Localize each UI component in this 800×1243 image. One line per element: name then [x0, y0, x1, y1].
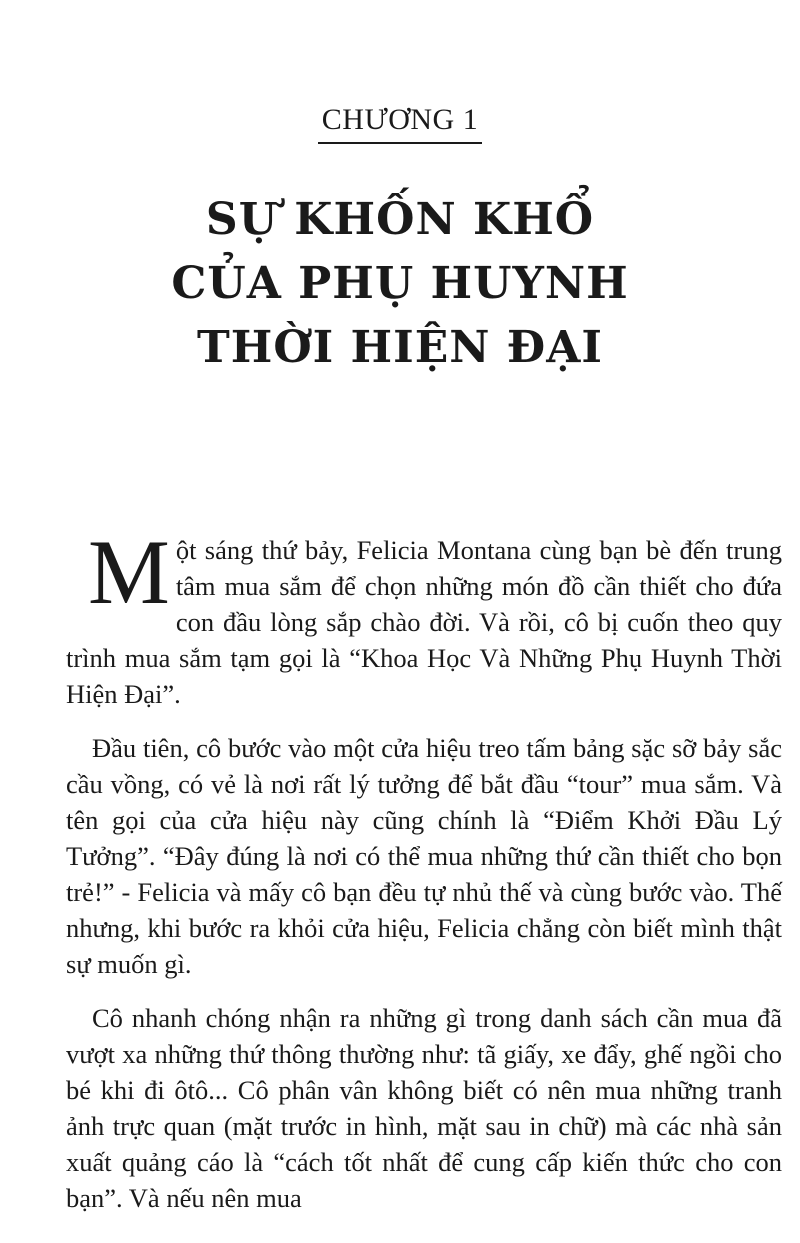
chapter-title — [0, 188, 800, 380]
chapter-label: CHƯƠNG 1 — [318, 104, 482, 144]
paragraph: Đầu tiên, cô bước vào một cửa hiệu treo tấm bảng sặc sỡ bảy sắc cầu vồng, có vẻ là nơi rất lý tưởng để bắt đầu “tour” mua sắm. Và tên gọi của cửa hiệu này cũng chính là “Điểm Khởi Đầu Lý Tưởng”. “Đây đúng là nơi có thể mua những thứ cần thiết cho bọn trẻ!” - Felicia và mấy cô bạn đều tự nhủ thế và cùng bước vào. Thế nhưng, khi bước ra khỏi cửa hiệu, Felicia chẳng còn biết mình thật sự muốn gì. — [66, 733, 782, 979]
body-text — [66, 521, 782, 1234]
chapter-title-line: CỦA PHỤ HUYNH — [171, 258, 629, 309]
drop-cap: M — [88, 521, 170, 623]
paragraph — [66, 521, 782, 712]
chapter-title-line: SỰ KHỐN KHỔ — [205, 194, 595, 245]
paragraph: Cô nhanh chóng nhận ra những gì trong danh sách cần mua đã vượt xa những thứ thông thường như: tã giấy, xe đẩy, ghế ngồi cho bé khi đi ôtô... Cô phân vân không biết có nên mua những tranh ảnh trực quan (mặt trước in hình, mặt sau in chữ) mà các nhà sản xuất quảng cáo là “cách tốt nhất để cung cấp kiến thức cho con bạn”. Và nếu nên mua — [66, 1003, 782, 1213]
chapter-title-line: THỜI HIỆN ĐẠI — [197, 322, 603, 373]
chapter-label-block — [0, 104, 800, 144]
paragraph-text: ột sáng thứ bảy, Felicia Montana cùng bạn bè đến trung tâm mua sắm để chọn những món đồ cần thiết cho đứa con đầu lòng sắp chào đời. Và rồi, cô bị cuốn theo quy trình mua sắm tạm gọi là “Khoa Học Và Những Phụ Huynh Thời Hiện Đại”. — [66, 535, 782, 709]
